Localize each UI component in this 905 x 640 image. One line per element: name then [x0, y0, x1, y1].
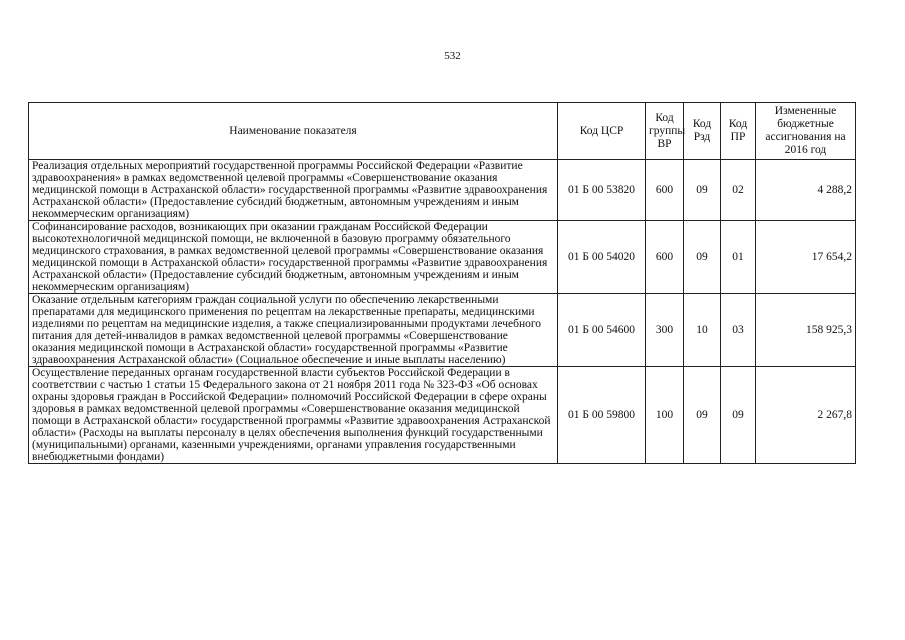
- row-amount: 4 288,2: [756, 160, 856, 221]
- table-row: [29, 160, 856, 221]
- row-csr: 01 Б 00 54020: [558, 221, 646, 294]
- row-rzd: 09: [684, 221, 721, 294]
- table-row: [29, 221, 856, 294]
- row-amount: 17 654,2: [756, 221, 856, 294]
- row-rzd: 09: [684, 160, 721, 221]
- row-vr: 300: [646, 294, 684, 367]
- row-pr: 03: [721, 294, 756, 367]
- header-csr: Код ЦСР: [558, 103, 646, 160]
- row-rzd: 10: [684, 294, 721, 367]
- row-rzd: 09: [684, 367, 721, 464]
- row-name: Осуществление переданных органам государственной власти субъектов Российской Федерации в соответствии с частью 1 статьи 15 Федерального закона от 21 ноября 2011 года № 323-ФЗ «Об основах охраны здоровья граждан в Российской Федерации» полномочий Российской Федерации в сфере охраны здоровья в рамках ведомственной целевой программы «Совершенствование оказания медицинской помощи в Астраханской области» государственной программы «Развитие здравоохранения Астраханской области» (Расходы на выплаты персоналу в целях обеспечения выполнения функций государственными (муниципальными) органами, казенными учреждениями, органами управления государственными внебюджетными фондами): [29, 367, 558, 464]
- table-row: [29, 294, 856, 367]
- table-row: [29, 367, 856, 464]
- row-csr: 01 Б 00 59800: [558, 367, 646, 464]
- header-vr: Код группы ВР: [646, 103, 684, 160]
- header-rzd: Код Рзд: [684, 103, 721, 160]
- row-name: Оказание отдельным категориям граждан социальной услуги по обеспечению лекарственными препаратами для медицинского применения по рецептам на лекарственные препараты, медицинскими изделиями по рецептам на медицинские изделия, а также специализированными продуктами лечебного питания для детей-инвалидов в рамках ведомственной целевой программы «Совершенствование оказания медицинской помощи в Астраханской области» государственной программы «Развитие здравоохранения Астраханской области» (Социальное обеспечение и иные выплаты населению): [29, 294, 558, 367]
- row-pr: 09: [721, 367, 756, 464]
- row-amount: 2 267,8: [756, 367, 856, 464]
- row-pr: 01: [721, 221, 756, 294]
- row-vr: 600: [646, 160, 684, 221]
- row-vr: 100: [646, 367, 684, 464]
- header-amount: Измененные бюджетные ассигнования на 2016 год: [756, 103, 856, 160]
- row-name: Софинансирование расходов, возникающих при оказании гражданам Российской Федерации высокотехнологичной медицинской помощи, не включенной в базовую программу обязательного медицинского страхования, в рамках ведомственной целевой программы «Совершенствование оказания медицинской помощи в Астраханской области» государственной программы «Развитие здравоохранения Астраханской области» (Предоставление субсидий бюджетным, автономным учреждениям и иным некоммерческим организациям): [29, 221, 558, 294]
- row-amount: 158 925,3: [756, 294, 856, 367]
- row-vr: 600: [646, 221, 684, 294]
- row-csr: 01 Б 00 54600: [558, 294, 646, 367]
- budget-table: [28, 102, 856, 464]
- header-name: Наименование показателя: [29, 103, 558, 160]
- row-pr: 02: [721, 160, 756, 221]
- header-pr: Код ПР: [721, 103, 756, 160]
- row-name: Реализация отдельных мероприятий государственной программы Российской Федерации «Развитие здравоохранения» в рамках ведомственной целевой программы «Совершенствование оказания медицинской помощи в Астраханской области» государственной программы «Развитие здравоохранения Астраханской области» (Предоставление субсидий бюджетным, автономным учреждениям и иным некоммерческим организациям): [29, 160, 558, 221]
- header-row: [29, 103, 856, 160]
- row-csr: 01 Б 00 53820: [558, 160, 646, 221]
- page-number: 532: [444, 50, 461, 62]
